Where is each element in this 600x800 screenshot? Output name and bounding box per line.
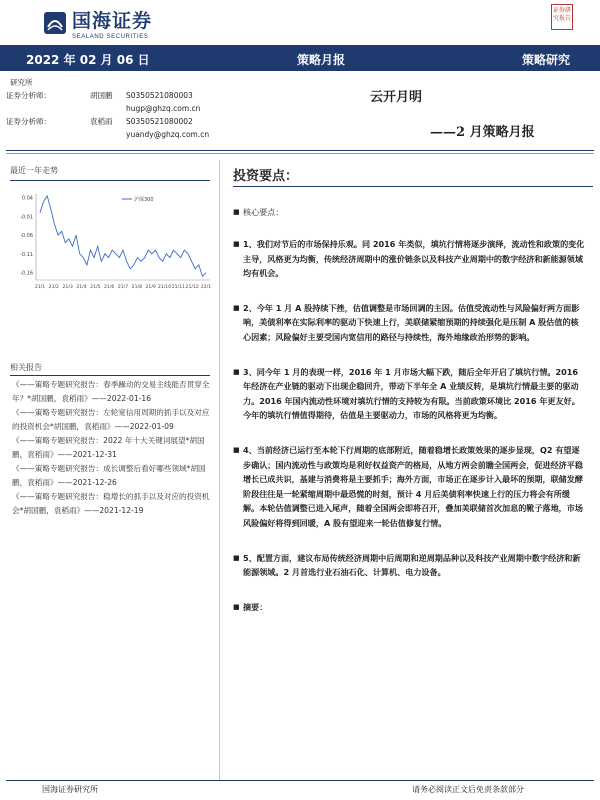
report-type: 策略月报 — [297, 53, 346, 67]
related-heading: 相关报告 — [10, 363, 42, 372]
analyst-label: 证券分析师： — [6, 91, 51, 100]
chart-heading-rule — [10, 180, 210, 181]
y-tick-label: -0.16 — [20, 270, 33, 277]
institute-label: 研究所 — [10, 78, 33, 87]
legend-label: 沪深300 — [134, 197, 154, 203]
company-logo — [44, 6, 152, 40]
report-seal: 证券研究报告 — [551, 4, 573, 30]
x-tick-label: 21/11 — [171, 285, 185, 290]
analyst-code: S0350521080003 — [126, 91, 193, 100]
key-point: ■ 1、我们对节后的市场保持乐观。同 2016 年类似，填坑行情将逐步演绎，流动性和政策的变化主导，风格更为均衡，传统经济周期中的涨价链条以及科技产业周期中的数字经济和新能源领域均有机会。 — [233, 237, 585, 281]
x-tick-label: 21/1 — [34, 285, 46, 290]
x-tick-label: 21/3 — [62, 285, 73, 290]
x-tick-label: 21/10 — [157, 285, 172, 290]
related-report-item[interactable]: 《——策略专题研究报告：2022 年十大关键词展望*胡国鹏，袁稻雨》——2021-12-31 — [12, 436, 205, 459]
bullet-square-icon: ■ — [233, 303, 240, 312]
header-divider — [6, 150, 594, 151]
bullet-square-icon: ■ — [233, 367, 240, 376]
logo-text-cn: 国海证券 — [72, 10, 153, 32]
x-tick-label: 21/6 — [104, 285, 115, 290]
bullet-square-icon: ■ — [233, 602, 240, 611]
footer-disclaimer: 请务必阅读正文后免责条款部分 — [412, 785, 524, 794]
footer-institute: 国海证券研究所 — [42, 785, 98, 794]
analyst-email[interactable]: yuandy@ghzq.com.cn — [126, 130, 210, 139]
report-title: 云开月明 — [370, 90, 423, 105]
report-subtitle: ——2 月策略月报 — [430, 125, 535, 140]
footer-rule — [6, 780, 594, 781]
x-tick-label: 21/2 — [48, 285, 59, 290]
related-report-item[interactable]: 《——策略专题研究报告：春季躁动的交易主线能否贯穿全年？*胡国鹏，袁稻雨》——2022-01-16 — [12, 380, 210, 403]
key-points — [233, 205, 585, 614]
y-tick-label: -0.01 — [20, 214, 33, 221]
related-report-item[interactable]: 《——策略专题研究报告：成长调整后看好哪些领域*胡国鹏，袁稻雨》——2021-12-26 — [12, 464, 206, 487]
logo-mark-icon — [44, 12, 66, 34]
key-point: ■ 5、配置方面，建议布局传统经济周期中后周期和逆周期品种以及科技产业周期中数字经济和新能源领域。2 月首选行业石油石化、计算机、电力设备。 — [233, 551, 585, 580]
x-tick-label: 21/8 — [131, 285, 142, 290]
x-tick-label: 21/7 — [117, 285, 129, 290]
analyst-block — [6, 76, 209, 141]
bullet-square-icon: ■ — [233, 445, 240, 454]
x-tick-label: 21/5 — [90, 285, 101, 290]
section-heading: 投资要点： — [233, 169, 299, 184]
related-reports — [12, 378, 214, 518]
key-point: ■ 4、当前经济已运行至本轮下行周期的底部附近，随着稳增长政策效果的逐步显现，Q2 有望逐步确认；国内流动性与政策均是利好权益资产的格局，从地方两会前瞻全国两会，促进经济平稳增长已成共识，基建与消费将是主要抓手；海外方面，市场正在逐步计入最坏的预期，联储发酵阶段往往是一轮紧缩周期中最恐慌的时刻，预计 4 月后美债利率快速上行的压力将会有所缓解。本轮估值调整已进入尾声，随着全国两会即将召开，叠加美联储首次加息的靴子落地，市场风险偏好将得到回暖，A 股有望迎来一轮估值修复行情。 — [233, 443, 585, 531]
key-point: ■ 2、今年 1 月 A 股持续下挫，估值调整是市场回调的主因。估值受流动性与风险偏好两方面影响，美债利率在实际利率的驱动下快速上行，美联储紧缩预期的持续强化是压制 A 股估值的核心因素；风险偏好主要受国内宽信用的路径与持续性，海外地缘政治形势的影响。 — [233, 301, 585, 345]
y-tick-label: -0.11 — [20, 251, 33, 258]
core-points-label: ■ 核心要点： — [233, 205, 585, 227]
analyst-label: 证券分析师： — [6, 117, 51, 126]
x-tick-label: 21/4 — [76, 285, 87, 290]
chart-heading: 最近一年走势 — [10, 166, 58, 175]
analyst-code: S0350521080002 — [126, 117, 193, 126]
column-divider — [219, 160, 220, 780]
logo-text-en: SEALAND SECURITIES — [72, 34, 149, 40]
related-report-item[interactable]: 《——策略专题研究报告：左轮宽信用周期的抓手以及对应的投资机会*胡国鹏，袁稻雨》——2022-01-09 — [12, 408, 210, 431]
summary-label: ■ 摘要： — [233, 600, 585, 615]
header-divider-thin — [6, 153, 594, 154]
x-tick-label: 21/9 — [145, 285, 156, 290]
y-tick-label: -0.06 — [20, 233, 33, 240]
section-heading-rule — [233, 186, 593, 187]
analyst-name: 袁稻雨 — [90, 117, 113, 126]
related-report-item[interactable]: 《——策略专题研究报告：稳增长的抓手以及对应的投资机会*胡国鹏，袁稻雨》——2021-12-19 — [12, 492, 210, 515]
bullet-square-icon: ■ — [233, 208, 240, 216]
key-point: ■ 3、同今年 1 月的表现一样，2016 年 1 月市场大幅下跌，随后全年开启了填坑行情。2016 年经济在产业链的驱动下出现企稳回升，带动下半年全 A 业绩反转，是填坑行情最主要的驱动力。2016 年国内流动性环境对填坑行情的支持较为有限。当前政策环境比 2016 年更友好。今年的填坑行情值得期待，估值是主要驱动力，市场的风格将更为均衡。 — [233, 365, 585, 423]
related-heading-rule — [10, 375, 210, 376]
title-bar — [0, 45, 600, 71]
bullet-square-icon: ■ — [233, 240, 240, 248]
trend-chart — [10, 188, 215, 296]
report-category: 策略研究 — [522, 53, 571, 67]
x-tick-label: 22/1 — [200, 285, 212, 290]
x-tick-label: 21/12 — [185, 285, 199, 290]
report-date: 2022 年 02 月 06 日 — [26, 53, 150, 67]
series-line-hs300 — [40, 196, 206, 276]
y-tick-label: 0.04 — [21, 195, 33, 202]
bullet-square-icon: ■ — [233, 553, 240, 562]
analyst-name: 胡国鹏 — [90, 91, 113, 100]
analyst-email[interactable]: hugp@ghzq.com.cn — [126, 104, 201, 113]
